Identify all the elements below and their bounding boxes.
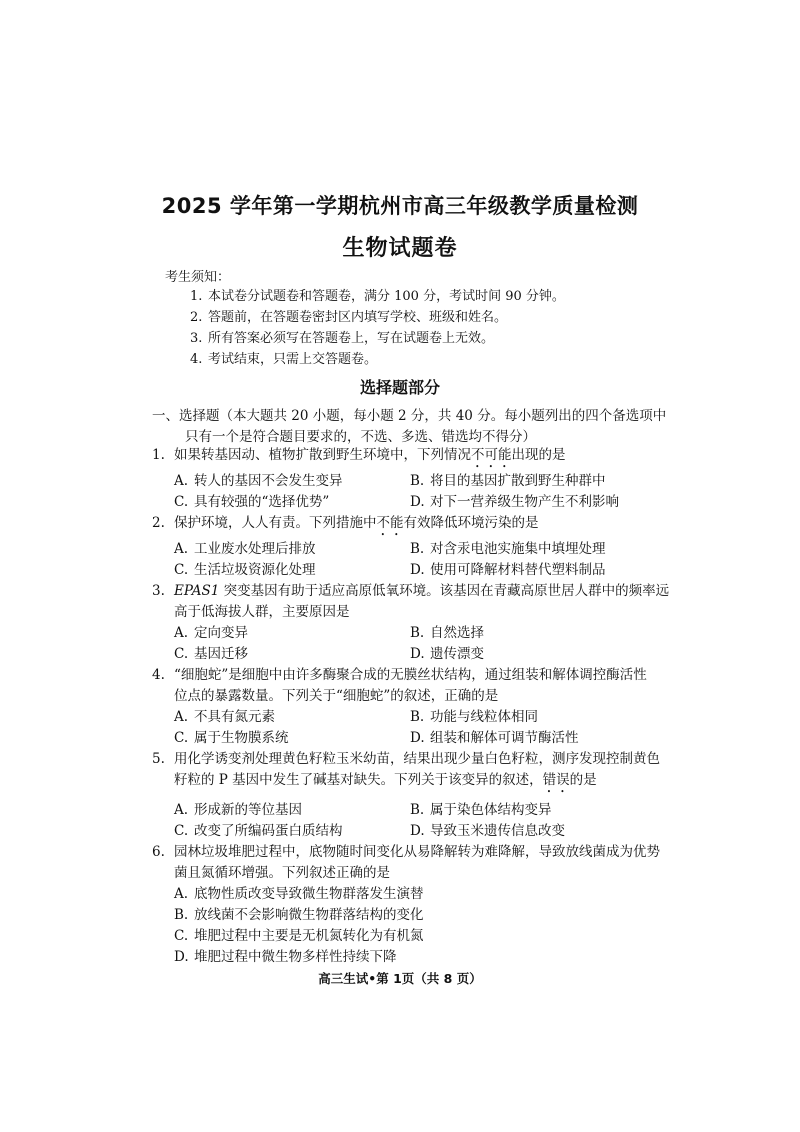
- notice-item: 3. 所有答案必须写在答题卷上，写在试题卷上无效。: [190, 331, 495, 346]
- exam-title: 2025 学年第一学期杭州市高三年级教学质量检测: [161, 194, 639, 218]
- option-b: B. 自然选择: [410, 625, 484, 641]
- notice-label: 考生须知：: [165, 270, 231, 285]
- option-c: C. 具有较强的“选择优势”: [174, 494, 330, 510]
- option-c: C. 堆肥过程中主要是无机氮转化为有机氮: [174, 928, 424, 944]
- question-4: 4. “细胞蛇”是细胞中由许多酶聚合成的无膜丝状结构，通过组装和解体调控酶活性 位点的暴露数量。下列关于“细胞蛇”的叙述，正确的是 A. 不具有氮元素 B. 功能与线粒体相同 C. 属于生物膜系统 D. 组装和解体可调节酶活性: [152, 665, 672, 749]
- option-group: [174, 707, 672, 749]
- option-d: D. 堆肥过程中微生物多样性持续下降: [174, 949, 397, 965]
- option-group: [174, 800, 672, 842]
- notice-list: [190, 286, 565, 370]
- option-group: [174, 623, 672, 665]
- question-1: 1. 如果转基因动、植物扩散到野生环境中，下列情况不可能出现的是 A. 转人的基因不会发生变异 B. 将目的基因扩散到野生种群中 C. 具有较强的“选择优势” D. 对下一营养级生物产生不利影响: [152, 445, 672, 513]
- option-c: C. 生活垃圾资源化处理: [174, 562, 316, 578]
- option-c: C. 基因迁移: [174, 646, 248, 662]
- option-a: A. 不具有氮元素: [174, 709, 275, 725]
- option-c: C. 改变了所编码蛋白质结构: [174, 823, 343, 839]
- option-a: A. 定向变异: [174, 625, 248, 641]
- option-b: B. 将目的基因扩散到野生种群中: [410, 473, 606, 489]
- notice-item: 1. 本试卷分试题卷和答题卷，满分 100 分，考试时间 90 分钟。: [190, 289, 565, 304]
- option-a: A. 底物性质改变导致微生物群落发生演替: [174, 886, 424, 902]
- option-d: D. 导致玉米遗传信息改变: [410, 823, 565, 839]
- option-c: C. 属于生物膜系统: [174, 730, 289, 746]
- question-list: [152, 445, 672, 968]
- question-6: 6. 园林垃圾堆肥过程中，底物随时间变化从易降解转为难降解，导致放线菌成为优势 菌且氮循环增强。下列叙述正确的是 A. 底物性质改变导致微生物群落发生演替 B. 放线菌不会影响微生物群落结构的变化 C. 堆肥过程中主要是无机氮转化为有机氮 D. 堆肥过程中微生物多样性持续下降: [152, 842, 672, 968]
- section-intro: 一、选择题（本大题共 20 小题，每小题 2 分，共 40 分。每小题列出的四个备选项中 只有一个是符合题目要求的，不选、多选、错选均不得分）: [152, 408, 667, 445]
- question-2: 2. 保护环境，人人有责。下列措施中不能有效降低环境污染的是 A. 工业废水处理后排放 B. 对含汞电池实施集中填埋处理 C. 生活垃圾资源化处理 D. 使用可降解材料替代塑料制品: [152, 513, 672, 581]
- question-3: 3. EPAS1 突变基因有助于适应高原低氧环境。该基因在青藏高原世居人群中的频率远 高于低海拔人群，主要原因是 A. 定向变异 B. 自然选择 C. 基因迁移 D. 遗传漂变: [152, 581, 672, 665]
- option-a: A. 转人的基因不会发生变异: [174, 473, 343, 489]
- option-d: D. 遗传漂变: [410, 646, 484, 662]
- notice-item: 4. 考试结束，只需上交答题卷。: [190, 352, 378, 367]
- option-group: [174, 539, 672, 581]
- subject-title: 生物试题卷: [342, 236, 458, 261]
- option-b: B. 功能与线粒体相同: [410, 709, 538, 725]
- option-group: [174, 471, 672, 513]
- page-footer: 高三生试•第 1页（共 8 页）: [318, 971, 482, 986]
- question-5: 5. 用化学诱变剂处理黄色籽粒玉米幼苗，结果出现少量白色籽粒，测序发现控制黄色 籽粒的 P 基因中发生了碱基对缺失。下列关于该变异的叙述，错误的是 A. 形成新的等位基因 B. 属于染色体结构变异 C. 改变了所编码蛋白质结构 D. 导致玉米遗传信息改变: [152, 749, 672, 842]
- option-b: B. 对含汞电池实施集中填埋处理: [410, 541, 606, 557]
- option-d: D. 组装和解体可调节酶活性: [410, 730, 579, 746]
- option-a: A. 形成新的等位基因: [174, 802, 302, 818]
- option-a: A. 工业废水处理后排放: [174, 541, 316, 557]
- option-d: D. 对下一营养级生物产生不利影响: [410, 494, 619, 510]
- option-b: B. 放线菌不会影响微生物群落结构的变化: [174, 907, 424, 923]
- section-title: 选择题部分: [359, 378, 440, 397]
- option-d: D. 使用可降解材料替代塑料制品: [410, 562, 606, 578]
- notice-item: 2. 答题前，在答题卷密封区内填写学校、班级和姓名。: [190, 310, 508, 325]
- option-group: [174, 884, 672, 968]
- option-b: B. 属于染色体结构变异: [410, 802, 552, 818]
